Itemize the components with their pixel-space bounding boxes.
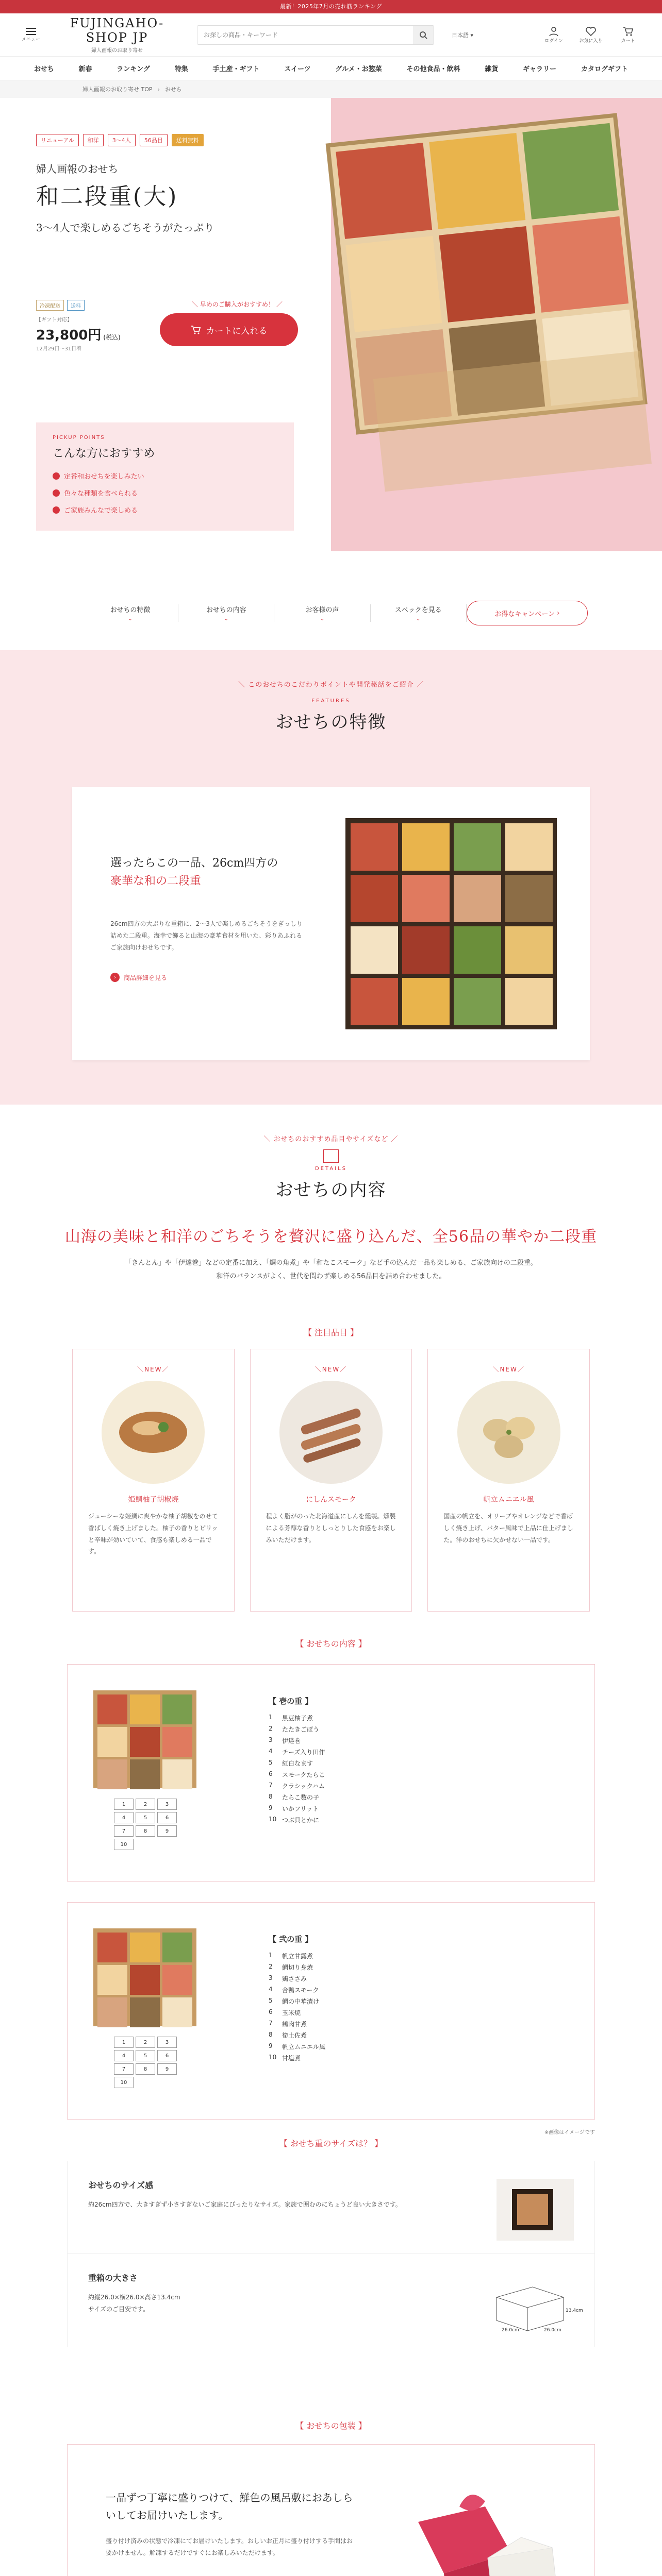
package-heading: 一品ずつ丁寧に盛りつけて、鮮色の風呂敷におあしらいしてお届けいたします。 (106, 2492, 353, 2521)
chevron-down-icon: ⌄ (416, 616, 421, 622)
header-icons (540, 26, 641, 44)
menu-list-item (269, 1759, 573, 1770)
menu-list-item (269, 2054, 573, 2065)
anchor-label: おせちの内容 (206, 606, 246, 614)
nav-item[interactable]: その他食品・飲料 (406, 65, 460, 73)
site-header (0, 13, 662, 57)
menu-list-item (269, 2042, 573, 2054)
anchor-spec[interactable] (371, 604, 467, 622)
food-cell (402, 926, 450, 974)
box-row (68, 2254, 594, 2347)
menu-label: メニュー (21, 37, 40, 42)
box-desc-1: 約縦26.0×横26.0×高さ13.4cm (88, 2294, 180, 2301)
food-cell (162, 1965, 192, 1995)
box-info (88, 2272, 470, 2329)
pickup-item: ご家族みんなで楽しめる (64, 507, 138, 515)
features-lead: ＼ このおせちのこだわりポイントや開発秘話をご紹介 ／ (238, 681, 424, 689)
tier-2-title: 【 弐の重 】 (269, 1935, 313, 1944)
food-cell (454, 823, 501, 871)
login-label: ログイン (544, 39, 563, 44)
food-cell (454, 978, 501, 1025)
favorites-label: お気に入り (579, 39, 603, 44)
box-dim-width: 26.0cm (502, 2328, 519, 2333)
add-to-cart-button[interactable] (160, 313, 298, 346)
food-cell (97, 1727, 127, 1757)
price-value: 23,800円 (36, 328, 102, 343)
feature-detail-link[interactable] (110, 973, 167, 982)
featured-item-card (250, 1349, 412, 1612)
food-cell (345, 236, 442, 332)
logo-main: FUJINGAHO-SHOP JP (70, 16, 164, 45)
tier-2-image (93, 1928, 196, 2026)
product-desc: 3〜4人で楽しめるごちそうがたっぷり (36, 222, 214, 234)
menu-list-item (269, 1782, 573, 1793)
menu-item-number: 10 (269, 2054, 277, 2061)
layout-cell: 3 (157, 1799, 177, 1810)
package-box (67, 2444, 595, 2576)
food-cell (162, 1759, 192, 1789)
anchor-reviews[interactable] (274, 604, 370, 622)
menu-list-item (269, 1963, 573, 1974)
breadcrumb (0, 80, 662, 98)
food-cell (505, 978, 553, 1025)
delivery-badges (36, 300, 85, 311)
layout-cell: 7 (114, 1825, 134, 1837)
arrow-circle-icon: › (110, 973, 120, 982)
food-cell (402, 823, 450, 871)
menu-item-number: 5 (269, 1759, 273, 1766)
food-cell (130, 1965, 160, 1995)
featured-item-card (427, 1349, 590, 1612)
anchor-features[interactable] (82, 604, 178, 622)
food-cell (522, 123, 619, 219)
product-tag: 送料無料 (172, 134, 204, 146)
tier-2-items (269, 1952, 573, 2065)
menu-list-item (269, 1816, 573, 1827)
food-cell (454, 875, 501, 922)
layout-cell: 8 (136, 2063, 155, 2075)
tier-1-image (93, 1690, 196, 1788)
favorites-button[interactable] (577, 26, 604, 44)
breadcrumb-separator: › (157, 86, 160, 93)
menu-item-number: 4 (269, 1748, 273, 1755)
food-cell (336, 143, 432, 239)
layout-cell: 6 (157, 1812, 177, 1823)
layout-cell: 7 (114, 2063, 134, 2075)
food-cell (130, 1727, 160, 1757)
cart-button[interactable] (615, 26, 641, 44)
menu-item-number: 1 (269, 1714, 273, 1721)
menu-item-name: スモークたらこ (282, 1771, 325, 1778)
dish-name: 帆立ムニエル風 (483, 1496, 534, 1504)
package-head: 【 おせちの包装 】 (295, 2421, 367, 2431)
menu-item-name: 鶴肉甘煮 (282, 2021, 307, 2028)
tier-1-title: 【 壱の重 】 (269, 1697, 313, 1706)
contents-section (0, 1105, 662, 2576)
chevron-down-icon: ⌄ (128, 616, 133, 622)
food-cell (130, 1759, 160, 1789)
food-cell (130, 1694, 160, 1724)
menu-list-item (269, 1997, 573, 2008)
search-button[interactable] (413, 26, 434, 44)
feature-card (72, 787, 590, 1060)
menu-list-item (269, 1793, 573, 1804)
nav-item[interactable]: ランキング (117, 65, 150, 73)
features-title: おせちの特徴 (275, 712, 387, 733)
feature-heading (110, 854, 306, 890)
box-title: 重箱の大きさ (88, 2273, 138, 2283)
tier-1-box (67, 1664, 595, 1882)
pickup-item: 色々な種類を食べられる (64, 490, 138, 498)
menu-item-name: チーズ入り田作 (282, 1749, 325, 1756)
heart-icon (585, 26, 597, 37)
layout-cell: 10 (114, 1839, 134, 1850)
layout-cell: 4 (114, 1812, 134, 1823)
pickup-points (36, 422, 294, 531)
menu-head: 【 おせちの内容 】 (295, 1639, 367, 1649)
product-tag: 和洋 (83, 134, 104, 146)
size-info (88, 2179, 470, 2236)
product-subtitle: 婦人画報のおせち (36, 163, 119, 175)
tier-2-list (269, 1934, 573, 2065)
menu-item-name: つぶ貝とかに (282, 1817, 320, 1824)
food-cell (97, 1997, 127, 2027)
menu-item-number: 1 (269, 1952, 273, 1959)
price-note: 【ギフト対応】 (36, 317, 72, 323)
campaign-label: お得なキャンペーン (494, 610, 555, 618)
check-icon (53, 489, 60, 497)
menu-item-number: 3 (269, 1974, 273, 1981)
frozen-badge: 冷凍配送 (36, 300, 64, 311)
food-cell (351, 823, 398, 871)
feature-link-label: 商品詳細を見る (124, 974, 168, 981)
food-cell (454, 926, 501, 974)
menu-item-number: 7 (269, 1782, 273, 1789)
new-label: ＼NEW／ (492, 1366, 525, 1373)
price-tax: (税込) (103, 334, 121, 341)
user-icon (548, 26, 559, 37)
contents-body-1: 「きんとん」や「伊達巻」などの定番に加え、「鯛の角煮」や「和たこスモーク」など手の込んだ一品も楽しめる、ご家族向けの二段重。 (125, 1259, 537, 1267)
check-icon (53, 472, 60, 480)
food-cell (97, 1965, 127, 1995)
package-image (398, 2476, 568, 2576)
feature-image (345, 818, 557, 1029)
contents-body (0, 1257, 662, 1283)
food-cell (130, 1997, 160, 2027)
menu-item-number: 7 (269, 2020, 273, 2027)
layout-cell: 10 (114, 2077, 134, 2088)
featured-items-head: 【 注目品目 】 (303, 1328, 359, 1337)
site-logo[interactable] (53, 16, 181, 54)
nav-item[interactable]: カタログギフト (581, 65, 628, 73)
dish-image-3 (457, 1381, 560, 1484)
product-tag: リニューアル (36, 134, 79, 146)
food-cell (162, 1933, 192, 1962)
price (36, 325, 121, 344)
menu-list-item (269, 1736, 573, 1748)
layout-cell: 2 (136, 1799, 155, 1810)
pickup-en: PICKUP POINTS (53, 435, 105, 440)
nav-item[interactable]: 手土産・ギフト (212, 65, 260, 73)
food-cell (505, 926, 553, 974)
food-cell (351, 978, 398, 1025)
box-desc-2: サイズのご目安です。 (88, 2305, 150, 2313)
menu-item-name: 玉米焼 (282, 2009, 301, 2016)
menu-item-number: 9 (269, 1804, 273, 1811)
size-head: 【 おせち重のサイズは？ 】 (279, 2139, 383, 2148)
menu-item-number: 6 (269, 2008, 273, 2015)
osechi-box-image (331, 98, 662, 551)
list-item (53, 505, 277, 515)
food-cell (429, 133, 525, 229)
menu-item-name: 伊達巻 (282, 1737, 301, 1744)
product-tags (36, 134, 204, 146)
food-cell (402, 875, 450, 922)
menu-item-name: 紅白なます (282, 1760, 313, 1767)
layout-cell: 2 (136, 2037, 155, 2048)
pickup-item: 定番和おせちを楽しみたい (64, 473, 144, 481)
dish-image (279, 1381, 383, 1484)
food-cell (505, 823, 553, 871)
features-section (0, 650, 662, 1105)
food-cell (402, 978, 450, 1025)
menu-list-item (269, 2031, 573, 2042)
chevron-down-icon: ⌄ (320, 616, 325, 622)
food-cell (162, 1727, 192, 1757)
dish-desc: 国産の帆立を、オリーブやオレンジなどで香ばしく焼き上げ、バター風味で上品に仕上げました。洋のおせちに欠かせない一品です。 (443, 1513, 573, 1544)
tier-2-layout-grid (114, 2037, 177, 2088)
nav-item[interactable]: 特集 (174, 65, 188, 73)
product-hero (0, 98, 662, 551)
anchor-label: スペックを見る (394, 606, 442, 614)
box-diagram (486, 2272, 583, 2333)
dish-image (102, 1381, 205, 1484)
tier-1-layout-grid (114, 1799, 177, 1850)
menu-item-number: 3 (269, 1736, 273, 1743)
menu-list-item (269, 2020, 573, 2031)
product-tag: 56品目 (140, 134, 168, 146)
new-label: ＼NEW／ (137, 1366, 170, 1373)
layout-cell: 5 (136, 1812, 155, 1823)
cart-callout: ＼ 早めのご購入がおすすめ！ ／ (192, 301, 283, 308)
menu-item-name: クラシックハム (282, 1783, 325, 1790)
menu-list-item (269, 1952, 573, 1963)
tier-2-box (67, 1902, 595, 2120)
feature-heading-3: 豪華な和の二段重 (110, 875, 202, 888)
featured-items (72, 1349, 590, 1612)
size-title: おせちのサイズ感 (88, 2180, 154, 2190)
menu-item-number: 10 (269, 1816, 277, 1823)
feature-heading-1: 選ったら (110, 857, 156, 870)
menu-item-name: 合鴨スモーク (282, 1987, 319, 1994)
tier-1-list (269, 1696, 573, 1827)
contents-lead: ＼ おせちのおすすめ品目やサイズなど ／ (263, 1136, 399, 1143)
layout-cell: 9 (157, 1825, 177, 1837)
contents-headline: 山海の美味と和洋のごちそうを贅沢に盛り込んだ、全56品の華やか二段重 (64, 1228, 598, 1246)
package-body: 盛り付け済みの状態で冷凍にてお届けいたします。おしいお正月に盛り付けする手間はお要かけません。解凍するだけですぐにお楽しみいただけます。 (106, 2537, 353, 2556)
product-tag: 3〜4人 (108, 134, 136, 146)
food-cell (97, 1759, 127, 1789)
logo-sub: 婦人画報のお取り寄せ (91, 48, 143, 54)
pickup-title: こんな方におすすめ (53, 447, 155, 460)
features-en: FEATURES (311, 698, 351, 704)
dish-name: 姫鯛柚子胡椒焼 (128, 1496, 179, 1504)
tier-1-items (269, 1714, 573, 1827)
hero-image-area (331, 98, 662, 551)
size-photo (496, 2179, 574, 2241)
food-cell (97, 1694, 127, 1724)
menu-item-number: 2 (269, 1725, 273, 1732)
layout-cell: 1 (114, 1799, 134, 1810)
main-nav (0, 57, 662, 80)
details-icon (323, 1149, 339, 1163)
food-cell (351, 926, 398, 974)
menu-item-name: 帆立甘露煮 (282, 1953, 313, 1960)
dish-desc: ジューシーな姫鯛に爽やかな柚子胡椒をのせて香ばしく焼き上げました。柚子の香りとピリッと辛味が効いていて、食感も楽しめる一品です。 (88, 1513, 218, 1555)
menu-item-name: いかフリット (282, 1805, 319, 1812)
breadcrumb-current: おせち (164, 86, 182, 93)
size-box (67, 2161, 595, 2347)
feature-body: 26cm四方の大ぶりな重箱に、2〜3人で楽しめるごちそうをぎっしり詰めた二段重。海幸で飾ると山海の豪華食材を用いた、彩りあふれるご家族向けおせちです。 (110, 920, 303, 951)
add-to-cart-label: カートに入れる (206, 326, 268, 336)
menu-list-item (269, 1804, 573, 1816)
menu-list-item (269, 1986, 573, 1997)
search-icon (419, 31, 427, 39)
announcement-bar[interactable] (0, 0, 662, 13)
dish-name: にしんスモーク (306, 1496, 356, 1504)
menu-item-name: 鯛の中華漬け (282, 1998, 320, 2005)
nav-item[interactable]: グルメ・お惣菜 (335, 65, 382, 73)
list-item (53, 471, 277, 481)
anchor-label: おせちの特徴 (110, 606, 151, 614)
menu-item-number: 8 (269, 1793, 273, 1800)
menu-item-name: 帆立ムニエル風 (282, 2043, 326, 2050)
menu-item-number: 2 (269, 1963, 273, 1970)
cart-label: カート (621, 39, 635, 44)
new-label: ＼NEW／ (315, 1366, 347, 1373)
feature-heading-2: この一品、26cm四方の (156, 857, 278, 870)
featured-item-card (72, 1349, 235, 1612)
shipping-badge: 送料 (67, 300, 85, 311)
chevron-down-icon: ⌄ (224, 616, 228, 622)
language-selector[interactable]: 日本語 ▾ (452, 31, 474, 39)
product-title: 和二段重(大) (36, 183, 178, 210)
delivery-date: 12月29日〜31日着 (36, 346, 82, 352)
food-cell (162, 1694, 192, 1724)
dish-image-1 (102, 1381, 205, 1484)
layout-cell: 8 (136, 1825, 155, 1837)
search-bar (197, 25, 434, 45)
contents-body-2: 和洋のバランスがよく、世代を問わず楽しめる56品目を詰め合わせました。 (216, 1273, 446, 1280)
contents-title: おせちの内容 (275, 1180, 387, 1200)
dish-image-2 (279, 1381, 383, 1484)
food-cell (439, 226, 535, 323)
menu-list-item (269, 1748, 573, 1759)
login-button[interactable] (540, 26, 567, 44)
size-row (68, 2161, 594, 2254)
nav-item[interactable]: ギャラリー (523, 65, 557, 73)
menu-item-name: 甘塩煮 (282, 2055, 301, 2062)
nav-item[interactable]: 雑貨 (485, 65, 499, 73)
layout-cell: 4 (114, 2050, 134, 2061)
menu-item-name: たらこ数の子 (282, 1794, 320, 1801)
size-desc: 約26cm四方で、大きすぎず小さすぎないご家庭にぴったりなサイズ。家族で囲むのにちょうど良い大きさです。 (88, 2201, 402, 2208)
announcement-text: 最新！2025年7月の売れ筋ランキング (279, 3, 383, 10)
box-dim-depth: 26.0cm (544, 2328, 561, 2333)
campaign-button[interactable]: お得なキャンペーン › (467, 601, 588, 625)
menu-list-item (269, 1974, 573, 1986)
menu-list-item (269, 1770, 573, 1782)
food-cell (130, 1933, 160, 1962)
nav-item[interactable]: スイーツ (284, 65, 311, 73)
layout-cell: 1 (114, 2037, 134, 2048)
pickup-list (53, 471, 277, 515)
menu-item-name: 鶏ささみ (282, 1975, 307, 1982)
menu-item-number: 5 (269, 1997, 273, 2004)
anchor-contents[interactable] (178, 604, 274, 622)
menu-item-number: 9 (269, 2042, 273, 2049)
hero-info (0, 98, 331, 551)
menu-list-item (269, 1725, 573, 1736)
contents-en: DETAILS (315, 1166, 347, 1172)
food-cell (162, 1997, 192, 2027)
language-label: 日本語 (452, 31, 469, 39)
layout-cell: 6 (157, 2050, 177, 2061)
food-cell (97, 1933, 127, 1962)
menu-item-number: 6 (269, 1770, 273, 1777)
menu-list-item (269, 2008, 573, 2020)
nav-item[interactable]: 新春 (78, 65, 92, 73)
breadcrumb-home[interactable]: 婦人画報のお取り寄せ TOP (82, 86, 153, 93)
menu-item-name: 黒豆柚子煮 (282, 1715, 313, 1722)
hamburger-icon (26, 27, 36, 36)
menu-item-name: 鯛切り身焼 (282, 1964, 313, 1971)
layout-cell: 5 (136, 2050, 155, 2061)
menu-item-number: 8 (269, 2031, 273, 2038)
box-dim-height: 13.4cm (566, 2308, 583, 2313)
search-input[interactable] (197, 26, 413, 44)
menu-button[interactable] (21, 27, 41, 42)
check-icon (53, 506, 60, 514)
cart-icon (191, 325, 201, 335)
menu-item-name: たたきごぼう (282, 1726, 320, 1733)
menu-list-item (269, 1714, 573, 1725)
anchor-nav (82, 587, 588, 639)
box-desc (88, 2292, 470, 2315)
nav-item[interactable]: おせち (34, 65, 54, 73)
dish-image (457, 1381, 560, 1484)
dish-desc: 程よく脂がのった北海道産にしんを燻製。燻製による芳醇な香りとしっとりした食感をお楽しみいただけます。 (266, 1513, 396, 1544)
food-cell (505, 875, 553, 922)
list-item (53, 488, 277, 498)
layout-cell: 3 (157, 2037, 177, 2048)
food-cell (532, 216, 628, 313)
anchor-label: お客様の声 (305, 606, 339, 614)
cart-icon (622, 26, 634, 37)
menu-item-number: 4 (269, 1986, 273, 1993)
menu-item-name: 筍土佐煮 (282, 2032, 307, 2039)
menu-note: ※画像はイメージです (544, 2130, 595, 2136)
layout-cell: 9 (157, 2063, 177, 2075)
food-cell (351, 875, 398, 922)
